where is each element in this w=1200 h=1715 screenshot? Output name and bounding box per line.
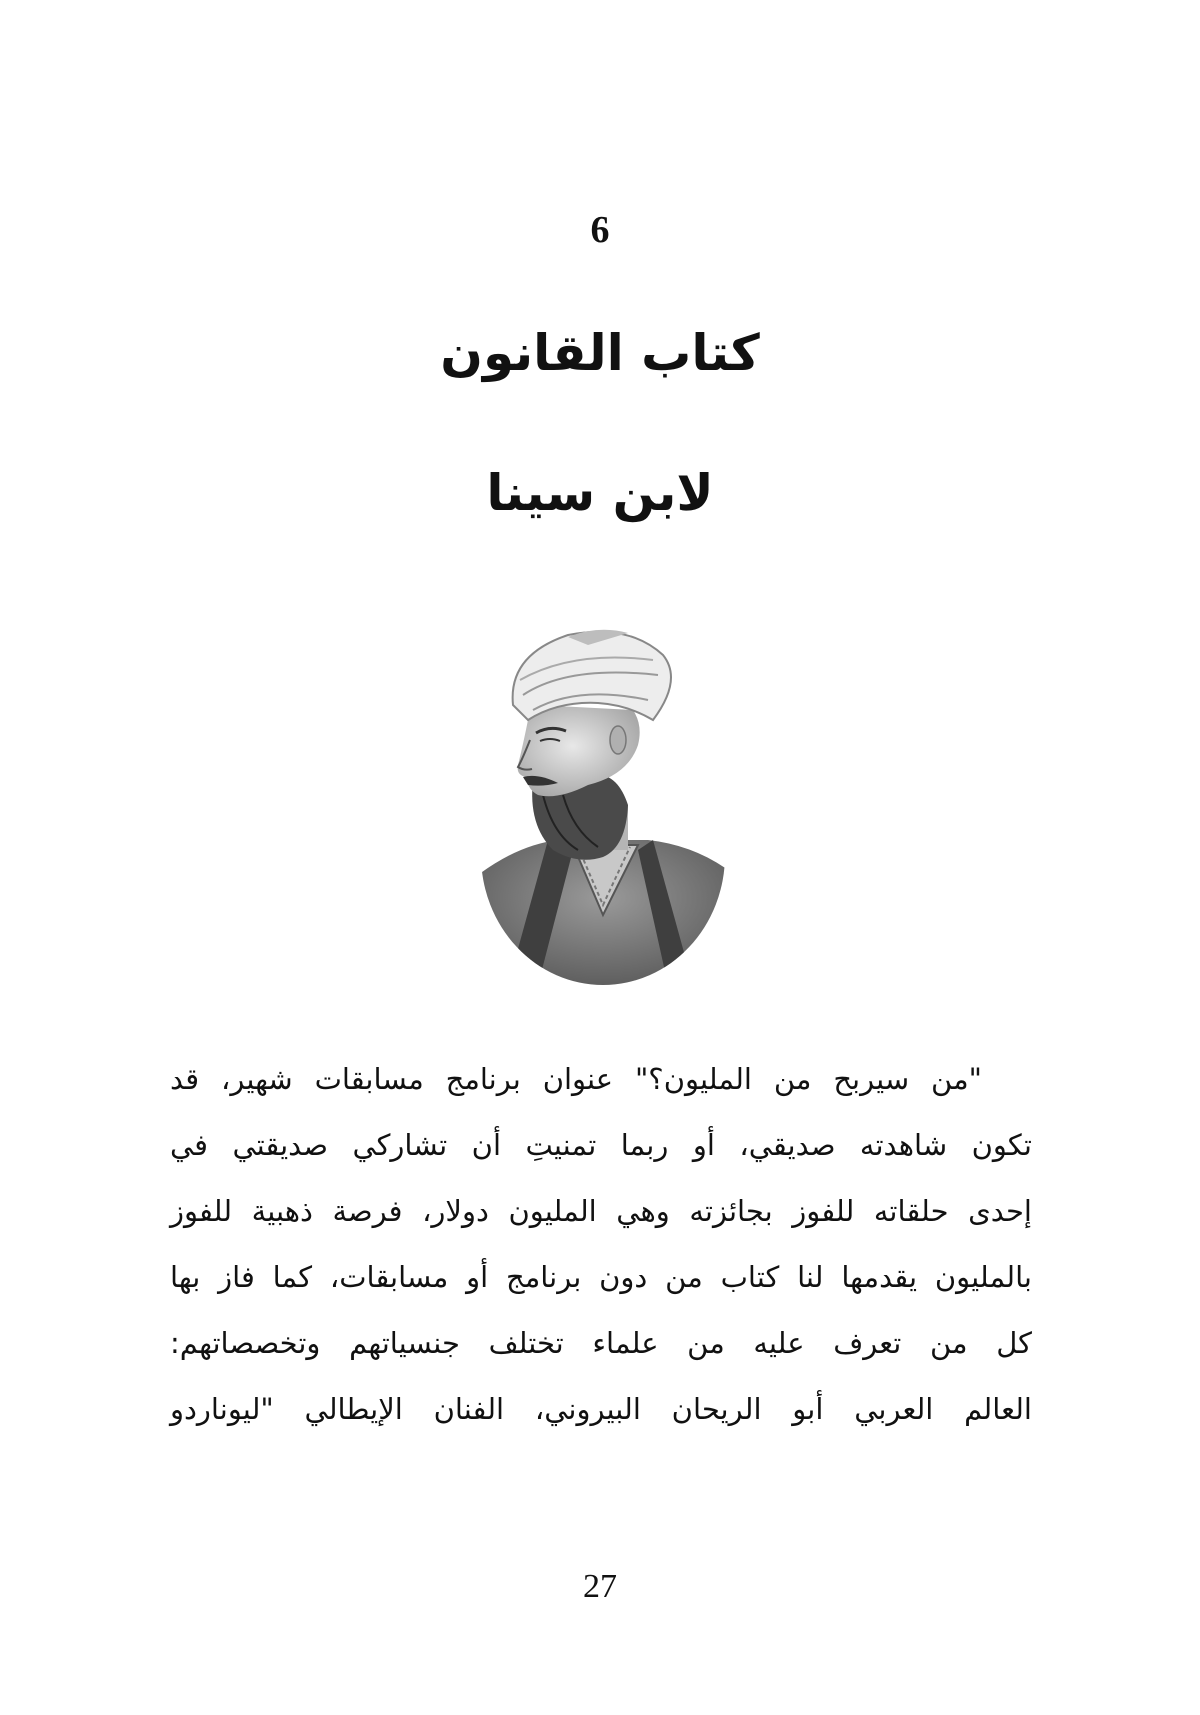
chapter-number: 6	[590, 209, 610, 251]
chapter-title-line-1: كتاب القانون	[440, 324, 760, 382]
body-paragraph	[170, 1046, 1032, 1442]
chapter-title-line-2: لابن سينا	[486, 464, 714, 522]
body-line-5: كل من تعرف عليه من علماء تختلف جنسياتهم وتخصصاتهم:	[170, 1326, 1032, 1360]
body-line-4: بالمليون يقدمها لنا كتاب من دون برنامج أو مسابقات، كما فاز بها	[170, 1260, 1032, 1294]
body-line-3: إحدى حلقاته للفوز بجائزته وهي المليون دولار، فرصة ذهبية للفوز	[170, 1194, 1032, 1228]
body-line-2: تكون شاهدته صديقي، أو ربما تمنيتِ أن تشاركي صديقتي في	[170, 1128, 1032, 1162]
body-line-1: "من سيربح من المليون؟" عنوان برنامج مسابقات شهير، قد	[170, 1062, 982, 1096]
page-number: 27	[583, 1568, 617, 1605]
ibn-sina-portrait-icon	[478, 625, 728, 985]
body-line-6: العالم العربي أبو الريحان البيروني، الفنان الإيطالي "ليوناردو	[170, 1392, 1032, 1426]
